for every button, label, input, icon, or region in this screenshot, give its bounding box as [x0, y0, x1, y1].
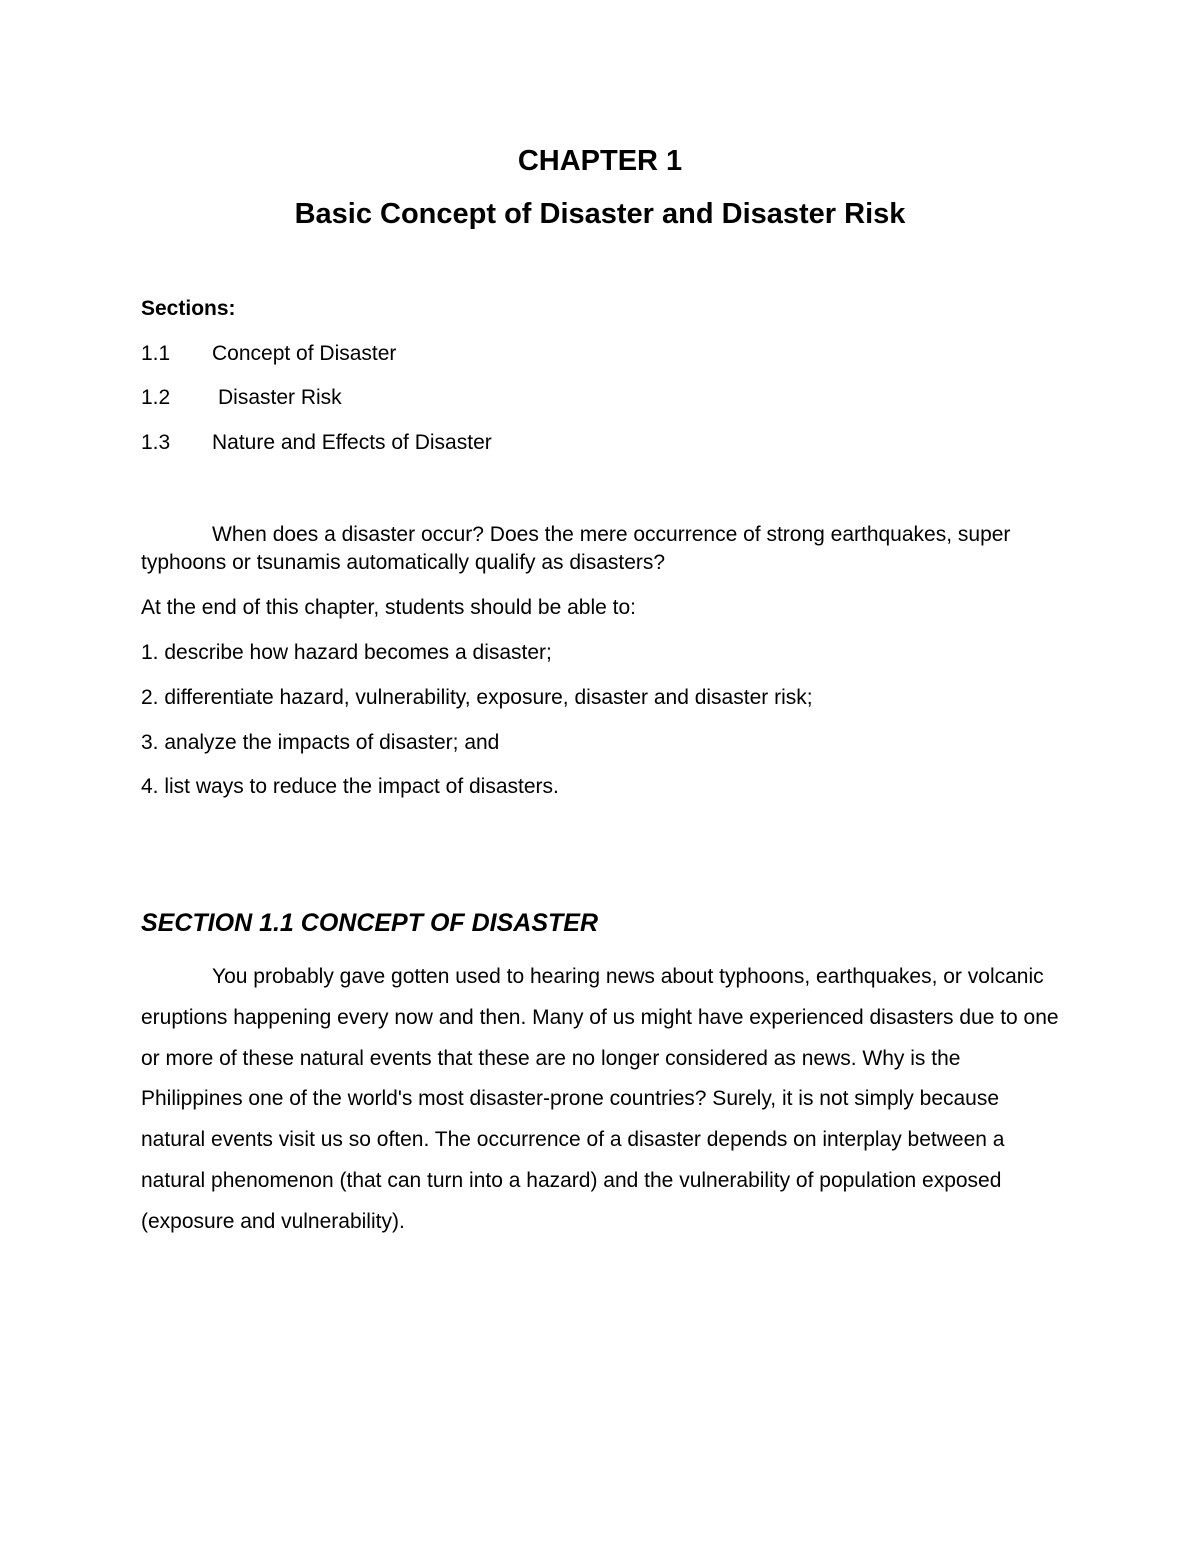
- objective-item: 2. differentiate hazard, vulnerability, exposure, disaster and disaster risk;: [141, 686, 813, 709]
- intro-question: When does a disaster occur? Does the mere occurrence of strong earthquakes, super typhoons or tsunamis automatically qualify as disasters?: [141, 523, 1011, 574]
- chapter-title: Basic Concept of Disaster and Disaster Risk: [294, 198, 906, 230]
- objective-item: 1. describe how hazard becomes a disaster;: [141, 641, 552, 664]
- section-list-label: Nature and Effects of Disaster: [212, 431, 492, 454]
- sections-heading: Sections:: [141, 297, 236, 320]
- section-list-number: 1.1: [141, 342, 171, 365]
- chapter-label: CHAPTER 1: [517, 145, 683, 177]
- section-heading: SECTION 1.1 CONCEPT OF DISASTER: [141, 909, 599, 937]
- section-list-number: 1.2: [141, 386, 171, 409]
- section-list-number: 1.3: [141, 431, 171, 454]
- section-paragraph: You probably gave gotten used to hearing news about typhoons, earthquakes, or volcanic eruptions happening every now and then. Many of us might have experienced disasters due to one or more of these natural events that these are no longer considered as news. Why is the Philippines one of the world's most disaster-prone countries? Surely, it is not simply because natural events visit us so often. The occurrence of a disaster depends on interplay between a natural phenomenon (that can turn into a hazard) and the vulnerability of population exposed (exposure and vulnerability).: [141, 965, 1059, 1233]
- objectives-lead: At the end of this chapter, students should be able to:: [141, 596, 637, 619]
- section-list-label: Disaster Risk: [218, 386, 342, 409]
- section-list-label: Concept of Disaster: [212, 342, 397, 365]
- objective-item: 4. list ways to reduce the impact of disasters.: [141, 775, 559, 798]
- objective-item: 3. analyze the impacts of disaster; and: [141, 731, 500, 754]
